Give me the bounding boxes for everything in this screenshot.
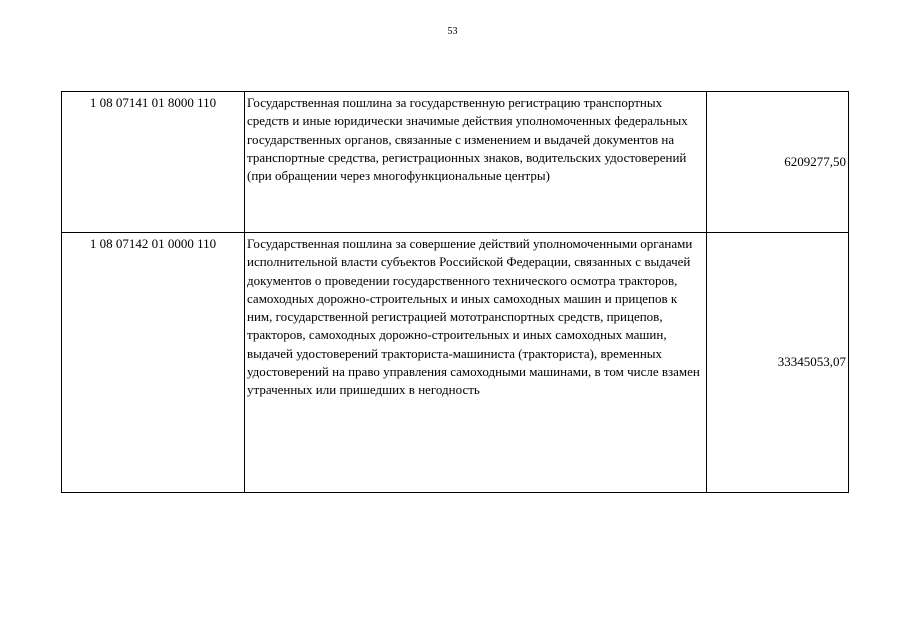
table-row (62, 92, 849, 233)
budget-classification-code: 1 08 07142 01 0000 110 (62, 233, 245, 493)
revenue-description: Государственная пошлина за государственную регистрацию транспортных средств и иные юридически значимые действия уполномоченных федеральных государственных органов, связанные с изменением и выдачей документов на транспортные средства, регистрационных знаков, водительских удостоверений (при обращении через многофункциональные центры) (245, 92, 707, 233)
budget-classification-code: 1 08 07141 01 8000 110 (62, 92, 245, 233)
revenue-amount: 6209277,50 (707, 92, 849, 233)
page-number: 53 (447, 26, 458, 37)
revenue-amount: 33345053,07 (707, 233, 849, 493)
table-row (62, 233, 849, 493)
revenue-description: Государственная пошлина за совершение действий уполномоченными органами исполнительной власти субъектов Российской Федерации, связанных с выдачей документов о проведении государственного технического осмотра тракторов, самоходных дорожно-строительных и иных самоходных машин и прицепов к ним, государственной регистрацией мототранспортных средств, прицепов, тракторов, самоходных дорожно-строительных и иных самоходных машин, выдачей удостоверений тракториста-машиниста (тракториста), временных удостоверений на право управления самоходными машинами, в том числе взамен утраченных или пришедших в негодность (245, 233, 707, 493)
revenue-table (61, 91, 849, 493)
